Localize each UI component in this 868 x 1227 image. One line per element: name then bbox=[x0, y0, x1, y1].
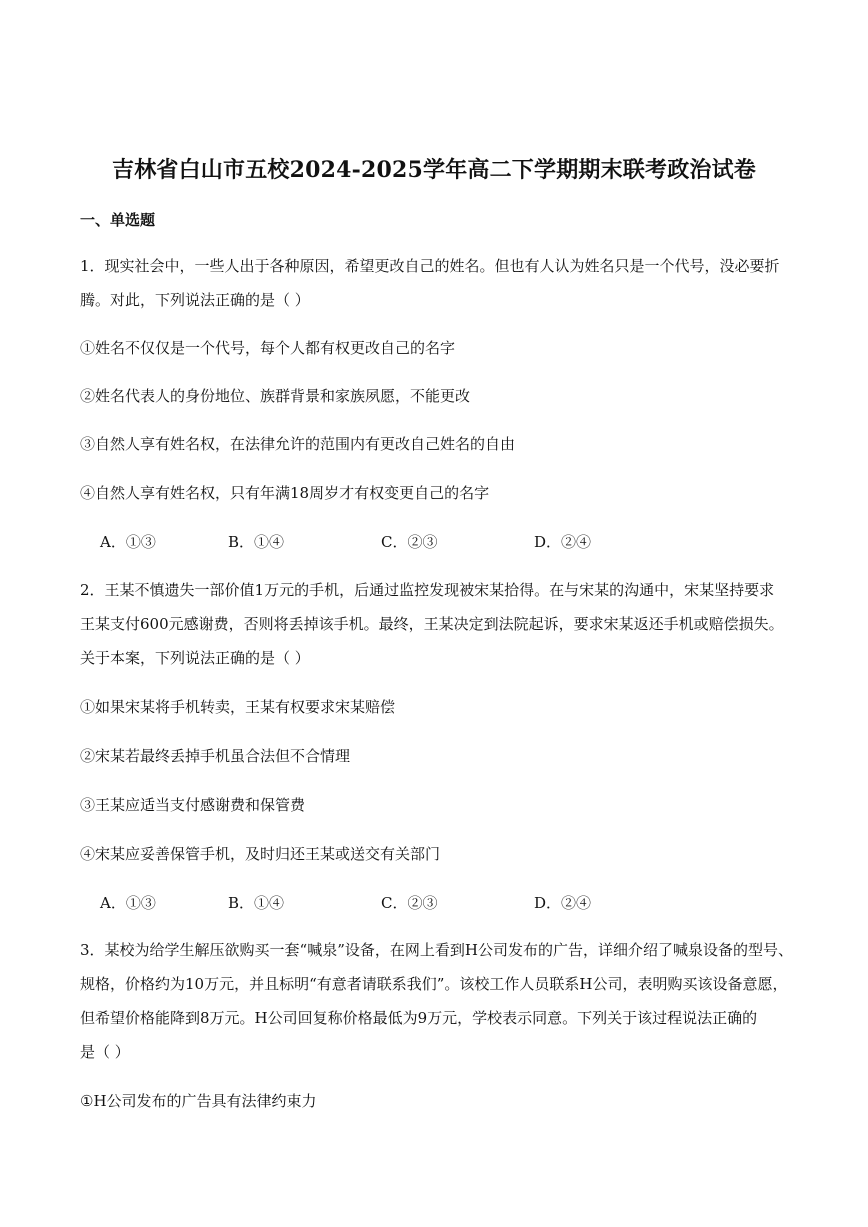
question-2-option-c[interactable]: C．②③ bbox=[381, 894, 438, 912]
question-1-statement-2: ②姓名代表人的身份地位、族群背景和家族夙愿，不能更改 bbox=[80, 387, 471, 405]
question-2-statement-3: ③王某应适当支付感谢费和保管费 bbox=[80, 796, 306, 814]
question-1-stem-line-1: 1．现实社会中，一些人出于各种原因，希望更改自己的姓名。但也有人认为姓名只是一个代号，没必要折 bbox=[80, 257, 780, 275]
question-3-stem-line-3: 但希望价格能降到8万元。H公司回复称价格最低为9万元，学校表示同意。下列关于该过程说法正确的 bbox=[80, 1009, 758, 1027]
question-2-options bbox=[0, 891, 868, 915]
question-2-option-d[interactable]: D．②④ bbox=[534, 894, 592, 912]
document-title: 吉林省白山市五校2024-2025学年高二下学期期末联考政治试卷 bbox=[112, 157, 756, 183]
section-heading: 一、单选题 bbox=[80, 211, 156, 229]
question-2-stem-line-2: 王某支付600元感谢费，否则将丢掉该手机。最终，王某决定到法院起诉，要求宋某返还手机或赔偿损失。 bbox=[80, 615, 784, 633]
question-2-statement-4: ④宋某应妥善保管手机，及时归还王某或送交有关部门 bbox=[80, 845, 441, 863]
question-3-stem-line-2: 规格，价格约为10万元，并且标明“有意者请联系我们”。该校工作人员联系H公司，表明购买该设备意愿， bbox=[80, 975, 788, 993]
question-1-statement-1: ①姓名不仅仅是一个代号，每个人都有权更改自己的名字 bbox=[80, 339, 456, 357]
question-1-stem-line-2: 腾。对此，下列说法正确的是（ ） bbox=[80, 291, 310, 309]
question-1-statement-4: ④自然人享有姓名权，只有年满18周岁才有权变更自己的名字 bbox=[80, 484, 490, 502]
question-3-stem-line-4: 是（ ） bbox=[80, 1043, 130, 1061]
question-2-stem-line-1: 2．王某不慎遗失一部价值1万元的手机，后通过监控发现被宋某拾得。在与宋某的沟通中，宋某坚持要求 bbox=[80, 581, 775, 599]
question-2-stem-line-3: 关于本案，下列说法正确的是（ ） bbox=[80, 649, 310, 667]
question-1-statement-3: ③自然人享有姓名权，在法律允许的范围内有更改自己姓名的自由 bbox=[80, 435, 516, 453]
question-1-option-c[interactable]: C．②③ bbox=[381, 533, 438, 551]
question-3-stem-line-1: 3．某校为给学生解压欲购买一套“喊泉”设备，在网上看到H公司发布的广告，详细介绍了喊泉设备的型号、 bbox=[80, 941, 793, 959]
question-1-option-b[interactable]: B．①④ bbox=[228, 533, 285, 551]
question-2-statement-1: ①如果宋某将手机转卖，王某有权要求宋某赔偿 bbox=[80, 698, 396, 716]
question-2-statement-2: ②宋某若最终丢掉手机虽合法但不合情理 bbox=[80, 747, 351, 765]
question-3-statement-1: ①H公司发布的广告具有法律约束力 bbox=[80, 1092, 317, 1110]
question-1-option-a[interactable]: A．①③ bbox=[100, 533, 156, 551]
question-2-option-a[interactable]: A．①③ bbox=[100, 894, 156, 912]
question-2-option-b[interactable]: B．①④ bbox=[228, 894, 285, 912]
question-1-option-d[interactable]: D．②④ bbox=[534, 533, 592, 551]
question-1-options bbox=[0, 530, 868, 554]
